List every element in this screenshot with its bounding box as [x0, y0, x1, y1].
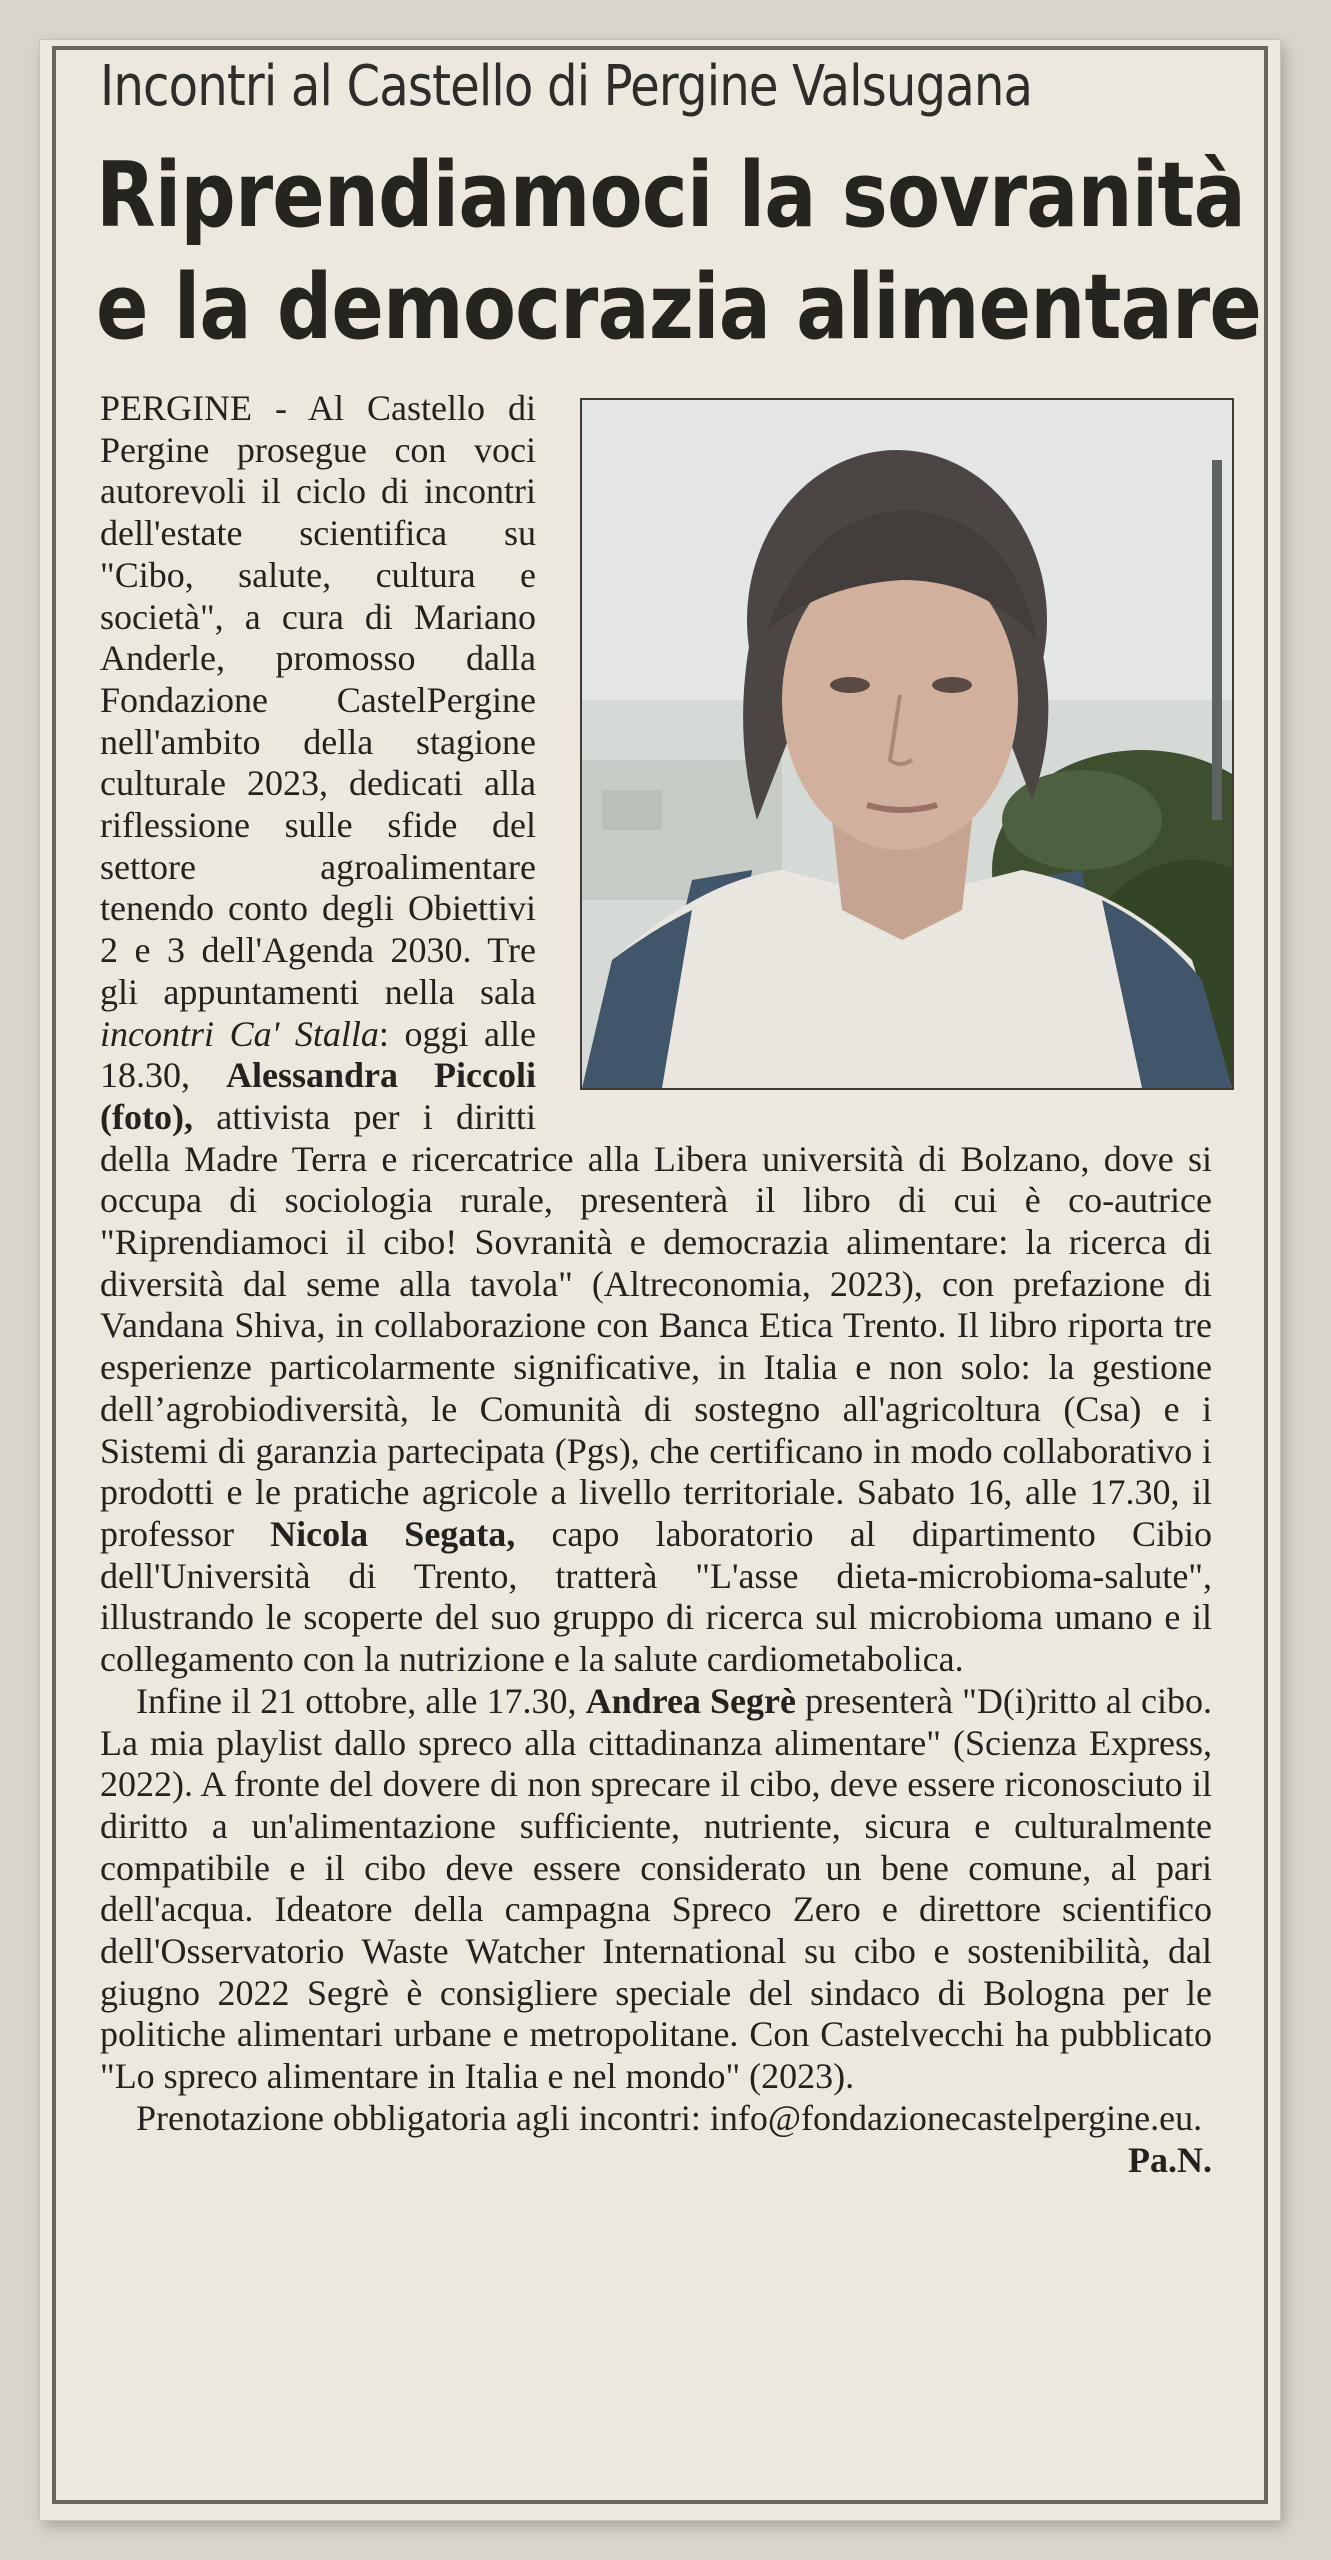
author-signature: Pa.N. — [1128, 2139, 1212, 2180]
headline-line-1: Riprendiamoci la sovranità — [96, 143, 1245, 248]
article-headline — [96, 140, 1261, 364]
headline-line-2: e la democrazia alimentare — [96, 255, 1261, 360]
paragraph-2: Infine il 21 ottobre, alle 17.30, Andrea Segrè presenterà "D(i)ritto al cibo. La mia playlist dallo spreco alla cittadinanza alimentare" (Scienza Express, 2022). A fronte del dovere di non sprecare il cibo, deve essere riconosciuto il diritto a un'alimentazione sufficiente, nutriente, sicura e culturalmente compatibile e il cibo deve essere considerato un bene comune, al pari dell'acqua. Ideatore della campagna Spreco Zero e direttore scientifico dell'Osservatorio Waste Watcher International su cibo e sostenibilità, dal giugno 2022 Segrè è consigliere speciale del sindaco di Bologna per le politiche alimentari urbane e metropolitane. Con Castelvecchi ha pubblicato "Lo spreco alimentare in Italia e nel mondo" (2023). — [100, 1680, 1212, 2097]
speaker-name-2: Nicola Segata, — [270, 1513, 516, 1554]
speaker-name-3: Andrea Segrè — [585, 1680, 796, 1721]
photo-spacer — [550, 388, 1212, 1128]
paragraph-3 — [100, 2098, 1212, 2140]
speaker-name-1: Alessandra Piccoli (foto), — [100, 1055, 536, 1137]
article-kicker: Incontri al Castello di Pergine Valsugana — [100, 54, 1033, 119]
paragraph-1: PERGINE - Al Castello di Pergine prosegue con voci autorevoli il ciclo di incontri dell'estate scientifica su "Cibo, salute, cultura e società", a cura di Mariano Anderle, promosso dalla Fondazione CastelPergine nell'ambito della stagione culturale 2023, dedicati alla riflessione sulle sfide del settore agroalimentare tenendo conto degli Obiettivi 2 e 3 dell'Agenda 2030. Tre gli appuntamenti nella sala incontri Ca' Stalla: oggi alle 18.30, Alessandra Piccoli (foto), attivista per i diritti della Madre Terra e ricercatrice alla Libera università di Bolzano, dove si occupa di sociologia rurale, presenterà il libro di cui è co-autrice "Riprendiamoci il cibo! Sovranità e democrazia alimentare: la ricerca di diversità dal seme alla tavola" (Altreconomia, 2023), con prefazione di Vandana Shiva, in collaborazione con Banca Etica Trento. Il libro riporta tre esperienze particolarmente significative, in Italia e non solo: la gestione dell’agrobiodiversità, le Comunità di sostegno all'agricoltura (Csa) e i Sistemi di garanzia partecipata (Pgs), che certificano in modo collaborativo i prodotti e le pratiche agricole a livello territoriale. Sabato 16, alle 17.30, il professor Nicola Segata, capo laboratorio al dipartimento Cibio dell'Università di Trento, tratterà "L'asse dieta-microbioma-salute", illustrando le scoperte del suo gruppo di ricerca sul microbioma umano e il collegamento con la nutrizione e la salute cardiometabolica. — [100, 388, 1212, 1680]
article-body — [100, 388, 1212, 2181]
booking-note: Prenotazione obbligatoria agli incontri: info@fondazionecastelpergine.eu. — [136, 2097, 1203, 2138]
dateline: PERGINE — [100, 388, 252, 428]
newspaper-clipping — [40, 40, 1280, 2520]
venue-name: incontri Ca' Stalla — [100, 1013, 379, 1054]
